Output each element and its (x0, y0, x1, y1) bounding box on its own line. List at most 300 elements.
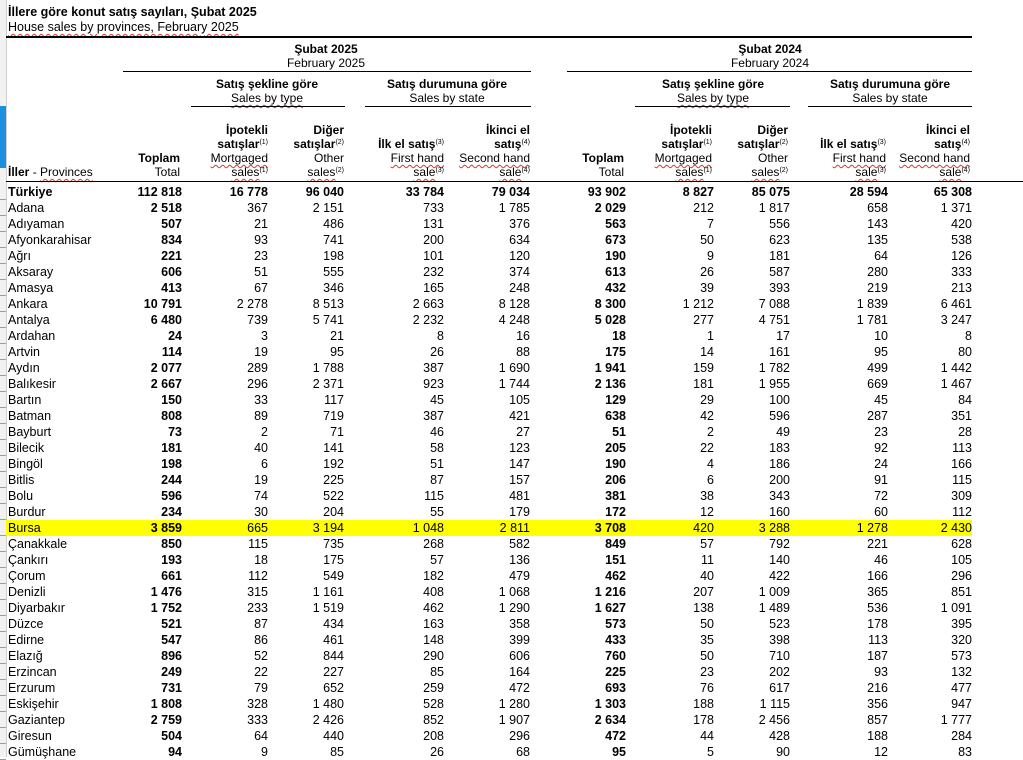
province-name-cell[interactable]: Bursa (6, 520, 112, 536)
cell-2024-second-hand[interactable]: 2 430 (888, 520, 972, 536)
cell-2025-other[interactable]: 735 (323, 537, 344, 551)
cell-2025-total[interactable]: 244 (161, 473, 182, 487)
province-name-cell[interactable]: Bilecik (8, 441, 45, 455)
cell-2025-mortgaged[interactable]: 233 (247, 601, 268, 615)
cell-2024-first-hand[interactable]: 135 (867, 233, 888, 247)
cell-2025-first-hand[interactable]: 51 (430, 457, 444, 471)
province-name-cell[interactable]: Ardahan (8, 329, 56, 343)
cell-2024-second-hand[interactable]: 80 (958, 345, 972, 359)
cell-2024-total[interactable]: 760 (605, 649, 626, 663)
cell-2024-second-hand[interactable]: 628 (951, 537, 972, 551)
cell-2024-other[interactable]: 200 (769, 473, 790, 487)
province-name-cell[interactable]: Adıyaman (8, 217, 65, 231)
cell-2024-second-hand[interactable]: 126 (951, 249, 972, 263)
cell-2025-mortgaged[interactable]: 67 (254, 281, 268, 295)
cell-2025-second-hand[interactable]: 374 (509, 265, 530, 279)
cell-2024-other[interactable]: 1 782 (758, 361, 790, 375)
province-name-cell[interactable]: Bolu (8, 489, 34, 503)
cell-2024-mortgaged[interactable]: 50 (700, 233, 714, 247)
cell-2024-mortgaged[interactable]: 2 (707, 425, 714, 439)
table-row[interactable] (6, 504, 972, 520)
cell-2024-second-hand[interactable]: 333 (951, 265, 972, 279)
cell-2025-other[interactable]: 346 (323, 281, 344, 295)
cell-2024-total[interactable]: 129 (605, 393, 626, 407)
cell-2024-first-hand[interactable]: 669 (867, 377, 888, 391)
cell-2025-first-hand[interactable]: 148 (423, 633, 444, 647)
cell-2024-mortgaged[interactable]: 39 (700, 281, 714, 295)
cell-2025-other[interactable]: 96 040 (305, 185, 344, 199)
cell-2025-second-hand[interactable]: 1 068 (498, 585, 530, 599)
cell-2025-first-hand[interactable]: 101 (423, 249, 444, 263)
cell-2024-first-hand[interactable]: 92 (874, 441, 888, 455)
cell-2025-total[interactable]: 808 (161, 409, 182, 423)
cell-2025-mortgaged[interactable]: 19 (254, 345, 268, 359)
cell-2025-first-hand[interactable]: 33 784 (405, 185, 444, 199)
province-name-cell[interactable]: Artvin (8, 345, 40, 359)
cell-2025-second-hand[interactable]: 16 (516, 329, 530, 343)
cell-2024-total[interactable]: 1 941 (594, 361, 626, 375)
cell-2025-mortgaged[interactable]: 9 (261, 745, 268, 759)
cell-2025-other[interactable]: 141 (323, 441, 344, 455)
cell-2024-other[interactable]: 202 (769, 665, 790, 679)
cell-2025-total[interactable]: 1 752 (150, 601, 182, 615)
cell-2025-second-hand[interactable]: 147 (509, 457, 530, 471)
cell-2024-mortgaged[interactable]: 14 (700, 345, 714, 359)
cell-2025-total[interactable]: 94 (168, 745, 182, 759)
table-row[interactable] (6, 264, 972, 280)
cell-2024-mortgaged[interactable]: 8 827 (682, 185, 714, 199)
cell-2024-other[interactable]: 617 (769, 681, 790, 695)
cell-2024-first-hand[interactable]: 658 (867, 201, 888, 215)
province-name-cell[interactable]: Elazığ (8, 649, 43, 663)
province-name-cell[interactable]: Giresun (8, 729, 52, 743)
cell-2024-second-hand[interactable]: 8 (965, 329, 972, 343)
cell-2024-other[interactable]: 623 (769, 233, 790, 247)
cell-2024-mortgaged[interactable]: 11 (701, 553, 714, 567)
cell-2025-total[interactable]: 1 476 (150, 585, 182, 599)
cell-2024-other[interactable]: 181 (769, 249, 790, 263)
cell-2025-mortgaged[interactable]: 21 (254, 217, 268, 231)
cell-2025-second-hand[interactable]: 399 (509, 633, 530, 647)
cell-2024-total[interactable]: 563 (605, 217, 626, 231)
cell-2024-other[interactable]: 343 (769, 489, 790, 503)
cell-2024-mortgaged[interactable]: 50 (700, 617, 714, 631)
cell-2024-mortgaged[interactable]: 207 (693, 585, 714, 599)
cell-2024-other[interactable]: 398 (769, 633, 790, 647)
table-row[interactable] (6, 328, 972, 344)
cell-2024-other[interactable]: 792 (769, 537, 790, 551)
cell-2024-first-hand[interactable]: 28 594 (849, 185, 888, 199)
cell-2024-other[interactable]: 7 088 (758, 297, 790, 311)
cell-2025-other[interactable]: 549 (323, 569, 344, 583)
cell-2024-first-hand[interactable]: 287 (867, 409, 888, 423)
cell-2025-other[interactable]: 3 194 (268, 520, 344, 536)
cell-2025-second-hand[interactable]: 421 (509, 409, 530, 423)
table-row[interactable] (6, 584, 972, 600)
cell-2024-other[interactable]: 183 (769, 441, 790, 455)
province-name-cell[interactable]: Bitlis (8, 473, 35, 487)
cell-2024-total[interactable]: 3 708 (530, 520, 626, 536)
cell-2024-total[interactable]: 151 (605, 553, 626, 567)
cell-2024-mortgaged[interactable]: 5 (707, 745, 714, 759)
cell-2024-total[interactable]: 190 (605, 249, 626, 263)
cell-2024-other[interactable]: 17 (776, 329, 790, 343)
cell-2024-other[interactable]: 3 288 (714, 520, 790, 536)
cell-2025-second-hand[interactable]: 472 (509, 681, 530, 695)
province-name-cell[interactable]: Adana (8, 201, 45, 215)
cell-2024-mortgaged[interactable]: 50 (700, 649, 714, 663)
table-row[interactable] (6, 360, 972, 376)
cell-2024-total[interactable]: 573 (605, 617, 626, 631)
cell-2024-second-hand[interactable]: 6 461 (940, 297, 972, 311)
cell-2025-second-hand[interactable]: 123 (509, 441, 530, 455)
cell-2024-mortgaged[interactable]: 76 (700, 681, 714, 695)
cell-2025-second-hand[interactable]: 8 128 (498, 297, 530, 311)
table-row[interactable] (6, 392, 972, 408)
cell-2024-total[interactable]: 225 (605, 665, 626, 679)
cell-2024-first-hand[interactable]: 219 (867, 281, 888, 295)
cell-2024-total[interactable]: 18 (612, 329, 626, 343)
cell-2025-total[interactable]: 661 (161, 569, 182, 583)
cell-2024-second-hand[interactable]: 947 (951, 697, 972, 711)
cell-2024-mortgaged[interactable]: 9 (707, 249, 714, 263)
table-row[interactable] (6, 632, 972, 648)
cell-2024-first-hand[interactable]: 24 (874, 457, 888, 471)
table-row[interactable] (6, 440, 972, 456)
cell-2025-second-hand[interactable]: 606 (509, 649, 530, 663)
cell-2025-other[interactable]: 844 (323, 649, 344, 663)
cell-2025-first-hand[interactable]: 85 (430, 665, 444, 679)
cell-2025-mortgaged[interactable]: 115 (248, 537, 268, 551)
province-name-cell[interactable]: Ağrı (8, 249, 31, 263)
cell-2024-other[interactable]: 1 817 (758, 201, 790, 215)
cell-2024-total[interactable]: 206 (605, 473, 626, 487)
province-name-cell[interactable]: Çankırı (8, 553, 49, 567)
cell-2025-first-hand[interactable]: 8 (437, 329, 444, 343)
cell-2025-second-hand[interactable]: 1 744 (498, 377, 530, 391)
cell-2025-second-hand[interactable]: 164 (509, 665, 530, 679)
cell-2024-first-hand[interactable]: 23 (874, 425, 888, 439)
cell-2025-mortgaged[interactable]: 33 (254, 393, 268, 407)
cell-2024-first-hand[interactable]: 12 (874, 745, 888, 759)
cell-2025-total[interactable]: 112 818 (137, 185, 182, 199)
cell-2024-second-hand[interactable]: 115 (952, 473, 972, 487)
cell-2024-mortgaged[interactable]: 420 (626, 520, 714, 536)
cell-2024-total[interactable]: 472 (605, 729, 626, 743)
cell-2025-other[interactable]: 95 (330, 345, 344, 359)
cell-2024-first-hand[interactable]: 166 (867, 569, 888, 583)
cell-2025-total[interactable]: 413 (161, 281, 182, 295)
table-row[interactable] (6, 744, 972, 760)
cell-2024-total[interactable]: 5 028 (594, 313, 626, 327)
cell-2025-second-hand[interactable]: 358 (509, 617, 530, 631)
cell-2024-total[interactable]: 93 902 (587, 185, 626, 199)
cell-2025-mortgaged[interactable]: 40 (254, 441, 268, 455)
cell-2025-total[interactable]: 504 (161, 729, 182, 743)
cell-2025-total[interactable]: 2 518 (150, 201, 182, 215)
cell-2025-first-hand[interactable]: 2 232 (412, 313, 444, 327)
cell-2025-other[interactable]: 486 (323, 217, 344, 231)
cell-2024-total[interactable]: 172 (605, 505, 626, 519)
province-name-cell[interactable]: Batman (8, 409, 52, 423)
cell-2025-first-hand[interactable]: 26 (430, 745, 444, 759)
cell-2024-mortgaged[interactable]: 4 (707, 457, 714, 471)
cell-2024-second-hand[interactable]: 284 (951, 729, 972, 743)
cell-2025-mortgaged[interactable]: 2 278 (236, 297, 268, 311)
cell-2025-second-hand[interactable]: 2 811 (444, 520, 530, 536)
cell-2024-other[interactable]: 1 489 (758, 601, 790, 615)
cell-2025-first-hand[interactable]: 852 (423, 713, 444, 727)
cell-2025-first-hand[interactable]: 923 (423, 377, 444, 391)
cell-2025-first-hand[interactable]: 2 663 (412, 297, 444, 311)
cell-2024-second-hand[interactable]: 320 (951, 633, 972, 647)
cell-2025-other[interactable]: 719 (323, 409, 344, 423)
cell-2024-other[interactable]: 1 955 (758, 377, 790, 391)
cell-2025-mortgaged[interactable]: 315 (247, 585, 268, 599)
cell-2024-second-hand[interactable]: 105 (951, 553, 972, 567)
cell-2025-first-hand[interactable]: 387 (423, 361, 444, 375)
table-row[interactable] (6, 568, 972, 584)
cell-2024-mortgaged[interactable]: 159 (693, 361, 714, 375)
cell-2025-mortgaged[interactable]: 18 (254, 553, 268, 567)
province-name-cell[interactable]: Düzce (8, 617, 44, 631)
cell-2024-second-hand[interactable]: 351 (951, 409, 972, 423)
cell-2024-mortgaged[interactable]: 26 (700, 265, 714, 279)
cell-2025-first-hand[interactable]: 131 (423, 217, 444, 231)
province-name-cell[interactable]: Burdur (8, 505, 46, 519)
cell-2024-other[interactable]: 422 (769, 569, 790, 583)
cell-2025-second-hand[interactable]: 1 690 (498, 361, 530, 375)
province-name-cell[interactable]: Erzurum (8, 681, 56, 695)
cell-2024-first-hand[interactable]: 280 (867, 265, 888, 279)
province-name-cell[interactable]: Türkiye (8, 185, 53, 199)
cell-2024-other[interactable]: 1 115 (759, 697, 790, 711)
cell-2025-other[interactable]: 1 788 (312, 361, 344, 375)
cell-2025-other[interactable]: 192 (323, 457, 344, 471)
cell-2025-mortgaged[interactable]: 89 (254, 409, 268, 423)
cell-2024-total[interactable]: 2 136 (594, 377, 626, 391)
cell-2024-second-hand[interactable]: 851 (951, 585, 972, 599)
cell-2025-other[interactable]: 204 (323, 505, 344, 519)
province-name-cell[interactable]: Balıkesir (8, 377, 56, 391)
cell-2024-other[interactable]: 1 009 (758, 585, 790, 599)
cell-2025-second-hand[interactable]: 582 (509, 537, 530, 551)
cell-2024-second-hand[interactable]: 112 (952, 505, 972, 519)
cell-2025-total[interactable]: 193 (161, 553, 182, 567)
province-name-cell[interactable]: Denizli (8, 585, 46, 599)
cell-2024-second-hand[interactable]: 1 467 (940, 377, 972, 391)
province-name-cell[interactable]: Çorum (8, 569, 46, 583)
table-row[interactable] (6, 488, 972, 504)
cell-2025-first-hand[interactable]: 165 (423, 281, 444, 295)
cell-2025-mortgaged[interactable]: 289 (247, 361, 268, 375)
cell-2025-second-hand[interactable]: 634 (509, 233, 530, 247)
cell-2024-total[interactable]: 638 (605, 409, 626, 423)
cell-2024-first-hand[interactable]: 356 (867, 697, 888, 711)
cell-2024-other[interactable]: 393 (769, 281, 790, 295)
table-row[interactable] (6, 248, 972, 264)
cell-2024-second-hand[interactable]: 395 (951, 617, 972, 631)
cell-2025-second-hand[interactable]: 105 (509, 393, 530, 407)
cell-2025-first-hand[interactable]: 46 (430, 425, 444, 439)
cell-2024-total[interactable]: 673 (605, 233, 626, 247)
cell-2025-mortgaged[interactable]: 52 (254, 649, 268, 663)
cell-2025-second-hand[interactable]: 68 (516, 745, 530, 759)
cell-2024-total[interactable]: 8 300 (594, 297, 626, 311)
cell-2024-mortgaged[interactable]: 40 (700, 569, 714, 583)
cell-2024-mortgaged[interactable]: 277 (693, 313, 714, 327)
table-row[interactable] (6, 184, 972, 200)
cell-2024-other[interactable]: 100 (769, 393, 790, 407)
cell-2025-mortgaged[interactable]: 79 (254, 681, 268, 695)
cell-2025-mortgaged[interactable]: 22 (254, 665, 268, 679)
cell-2025-mortgaged[interactable]: 64 (254, 729, 268, 743)
cell-2025-total[interactable]: 834 (161, 233, 182, 247)
cell-2024-first-hand[interactable]: 91 (874, 473, 888, 487)
cell-2024-mortgaged[interactable]: 7 (707, 217, 714, 231)
cell-2024-first-hand[interactable]: 72 (874, 489, 888, 503)
province-name-cell[interactable]: Diyarbakır (8, 601, 65, 615)
table-row[interactable] (6, 280, 972, 296)
cell-2025-mortgaged[interactable]: 51 (254, 265, 268, 279)
cell-2025-total[interactable]: 547 (161, 633, 182, 647)
table-row[interactable] (6, 456, 972, 472)
cell-2025-total[interactable]: 1 808 (150, 697, 182, 711)
cell-2024-first-hand[interactable]: 60 (874, 505, 888, 519)
table-row[interactable] (6, 376, 972, 392)
cell-2025-first-hand[interactable]: 408 (423, 585, 444, 599)
cell-2024-mortgaged[interactable]: 29 (700, 393, 714, 407)
cell-2025-total[interactable]: 2 077 (150, 361, 182, 375)
table-row[interactable] (6, 552, 972, 568)
cell-2025-total[interactable]: 249 (161, 665, 182, 679)
cell-2025-total[interactable]: 3 859 (112, 520, 182, 536)
cell-2024-other[interactable]: 2 456 (758, 713, 790, 727)
cell-2024-first-hand[interactable]: 1 278 (790, 520, 888, 536)
cell-2025-second-hand[interactable]: 479 (509, 569, 530, 583)
table-row[interactable] (6, 536, 972, 552)
cell-2025-second-hand[interactable]: 4 248 (498, 313, 530, 327)
cell-2024-other[interactable]: 140 (769, 553, 790, 567)
table-row[interactable] (6, 424, 972, 440)
cell-2024-second-hand[interactable]: 28 (958, 425, 972, 439)
cell-2025-other[interactable]: 117 (324, 393, 344, 407)
cell-2025-first-hand[interactable]: 115 (424, 489, 444, 503)
cell-2024-second-hand[interactable]: 65 308 (933, 185, 972, 199)
cell-2024-second-hand[interactable]: 113 (952, 441, 972, 455)
cell-2025-second-hand[interactable]: 27 (516, 425, 530, 439)
cell-2024-mortgaged[interactable]: 23 (700, 665, 714, 679)
table-row[interactable] (6, 216, 972, 232)
cell-2025-mortgaged[interactable]: 74 (254, 489, 268, 503)
cell-2025-mortgaged[interactable]: 6 (261, 457, 268, 471)
table-row[interactable] (6, 664, 972, 680)
cell-2025-second-hand[interactable]: 481 (509, 489, 530, 503)
province-name-cell[interactable]: Edirne (8, 633, 45, 647)
cell-2024-other[interactable]: 4 751 (758, 313, 790, 327)
cell-2025-total[interactable]: 596 (161, 489, 182, 503)
cell-2025-second-hand[interactable]: 1 280 (498, 697, 530, 711)
cell-2025-mortgaged[interactable]: 87 (254, 617, 268, 631)
table-row[interactable] (6, 712, 972, 728)
cell-2024-first-hand[interactable]: 857 (867, 713, 888, 727)
province-name-cell[interactable]: Gaziantep (8, 713, 65, 727)
cell-2024-total[interactable]: 175 (605, 345, 626, 359)
cell-2024-other[interactable]: 90 (776, 745, 790, 759)
cell-2024-total[interactable]: 95 (612, 745, 626, 759)
cell-2025-mortgaged[interactable]: 86 (254, 633, 268, 647)
cell-2024-total[interactable]: 381 (605, 489, 626, 503)
table-row[interactable] (6, 408, 972, 424)
cell-2024-first-hand[interactable]: 64 (874, 249, 888, 263)
cell-2025-mortgaged[interactable]: 296 (247, 377, 268, 391)
cell-2025-other[interactable]: 2 371 (312, 377, 344, 391)
cell-2025-total[interactable]: 896 (161, 649, 182, 663)
cell-2025-total[interactable]: 10 791 (143, 297, 182, 311)
table-row[interactable] (6, 296, 972, 312)
cell-2024-other[interactable]: 556 (769, 217, 790, 231)
cell-2024-first-hand[interactable]: 1 781 (856, 313, 888, 327)
cell-2024-total[interactable]: 693 (605, 681, 626, 695)
province-name-cell[interactable]: Ankara (8, 297, 48, 311)
cell-2024-total[interactable]: 190 (605, 457, 626, 471)
table-row[interactable] (6, 616, 972, 632)
cell-2024-second-hand[interactable]: 213 (951, 281, 972, 295)
province-name-cell[interactable]: Afyonkarahisar (8, 233, 92, 247)
cell-2024-total[interactable]: 51 (612, 425, 626, 439)
cell-2024-other[interactable]: 160 (769, 505, 790, 519)
province-name-cell[interactable]: Eskişehir (8, 697, 59, 711)
cell-2025-other[interactable]: 741 (323, 233, 344, 247)
cell-2024-mortgaged[interactable]: 188 (693, 697, 714, 711)
cell-2025-total[interactable]: 234 (161, 505, 182, 519)
cell-2024-mortgaged[interactable]: 12 (700, 505, 714, 519)
cell-2025-first-hand[interactable]: 182 (423, 569, 444, 583)
cell-2025-first-hand[interactable]: 462 (423, 601, 444, 615)
cell-2025-mortgaged[interactable]: 2 (261, 425, 268, 439)
cell-2024-total[interactable]: 432 (605, 281, 626, 295)
cell-2024-first-hand[interactable]: 46 (874, 553, 888, 567)
cell-2024-mortgaged[interactable]: 6 (707, 473, 714, 487)
cell-2025-mortgaged[interactable]: 333 (247, 713, 268, 727)
cell-2024-first-hand[interactable]: 365 (867, 585, 888, 599)
cell-2025-other[interactable]: 461 (323, 633, 344, 647)
cell-2024-mortgaged[interactable]: 181 (693, 377, 714, 391)
cell-2024-total[interactable]: 433 (605, 633, 626, 647)
cell-2024-second-hand[interactable]: 166 (951, 457, 972, 471)
cell-2025-second-hand[interactable]: 296 (509, 729, 530, 743)
cell-2025-mortgaged[interactable]: 16 778 (229, 185, 268, 199)
province-name-cell[interactable]: Bartın (8, 393, 42, 407)
table-row[interactable] (6, 232, 972, 248)
cell-2025-other[interactable]: 1 519 (312, 601, 344, 615)
cell-2024-first-hand[interactable]: 45 (874, 393, 888, 407)
cell-2025-mortgaged[interactable]: 328 (247, 697, 268, 711)
cell-2025-total[interactable]: 181 (161, 441, 182, 455)
cell-2024-first-hand[interactable]: 178 (867, 617, 888, 631)
table-row[interactable] (6, 200, 972, 216)
table-row[interactable] (6, 648, 972, 664)
cell-2024-other[interactable]: 710 (769, 649, 790, 663)
cell-2025-second-hand[interactable]: 88 (516, 345, 530, 359)
cell-2024-other[interactable]: 161 (769, 345, 790, 359)
cell-2024-first-hand[interactable]: 536 (867, 601, 888, 615)
cell-2025-first-hand[interactable]: 87 (430, 473, 444, 487)
cell-2024-mortgaged[interactable]: 44 (700, 729, 714, 743)
cell-2024-second-hand[interactable]: 132 (951, 665, 972, 679)
table-row[interactable] (6, 696, 972, 712)
cell-2024-other[interactable]: 596 (769, 409, 790, 423)
